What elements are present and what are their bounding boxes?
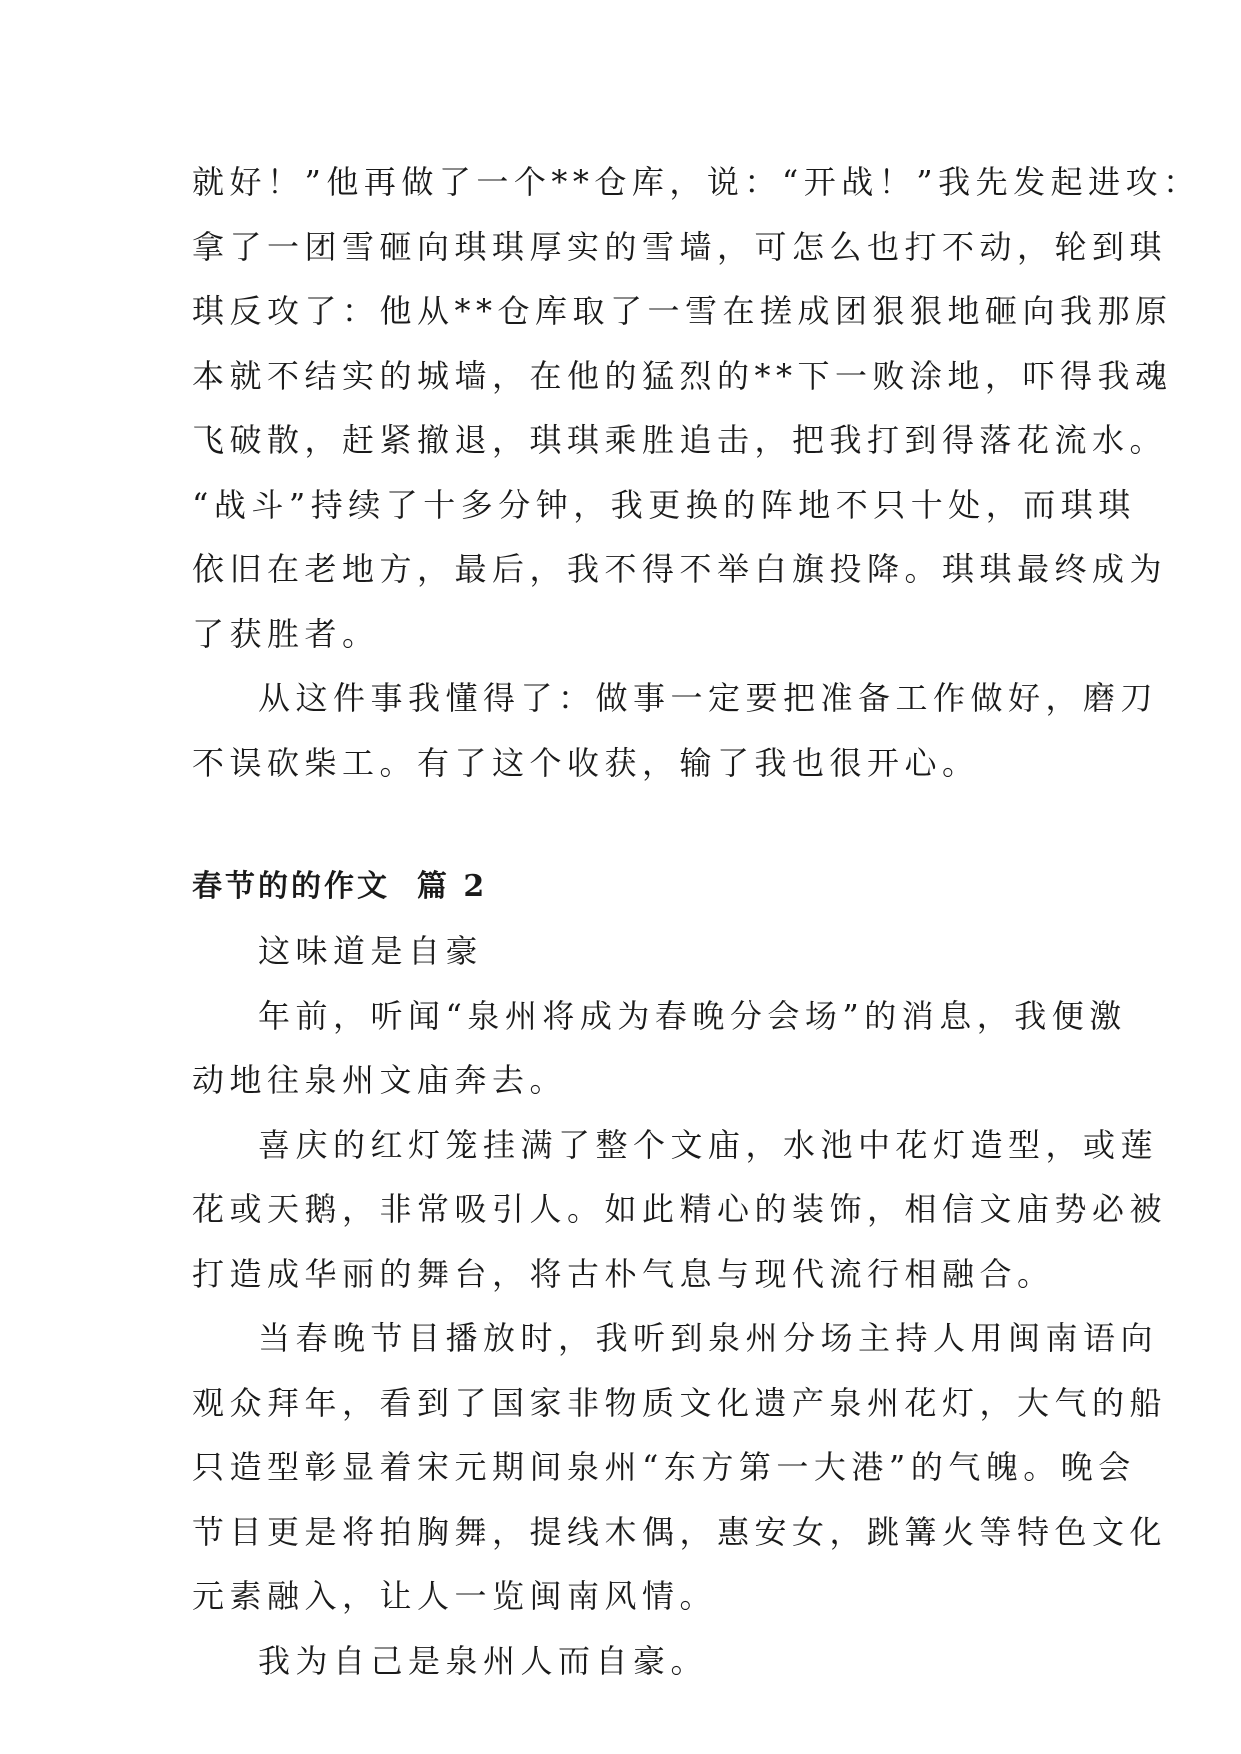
- text-line: 我为自己是泉州人而自豪。: [258, 1641, 709, 1680]
- text-line: 当春晚节目播放时，我听到泉州分场主持人用闽南语向: [258, 1319, 1159, 1357]
- text-line: 动地往泉州文庙奔去。: [192, 1061, 568, 1099]
- text-line: 元素融入，让人一览闽南风情。: [192, 1577, 718, 1615]
- text-line: 观众拜年，看到了国家非物质文化遗产泉州花灯，大气的船: [192, 1383, 1168, 1422]
- text-line: 这味道是自豪: [258, 932, 484, 970]
- text-line: 飞破散，赶紧撤退，琪琪乘胜追击，把我打到得落花流水。: [192, 421, 1168, 459]
- text-line: 琪反攻了：他从**仓库取了一雪在搓成团狠狠地砸向我那原: [192, 292, 1173, 330]
- paragraph: [192, 1629, 1052, 1694]
- section-1: [192, 150, 1201, 795]
- text-line: 只造型彰显着宋元期间泉州“东方第一大港”的气魄。晚会: [192, 1448, 1136, 1486]
- text-line: 不误砍柴工。有了这个收获，输了我也很开心。: [192, 743, 980, 782]
- text-line: 从这件事我懂得了：做事一定要把准备工作做好，磨刀: [258, 679, 1159, 717]
- section-gap: [192, 795, 1052, 855]
- section-heading: 春节的的作文 篇 2: [192, 869, 488, 904]
- paragraph: [192, 1306, 1168, 1629]
- text-line: “战斗”持续了十多分钟，我更换的阵地不只十处，而琪琪: [192, 485, 1136, 524]
- section-2: [192, 855, 1168, 1693]
- text-line: 花或天鹅，非常吸引人。如此精心的装饰，相信文庙势必被: [192, 1190, 1168, 1228]
- paragraph: [192, 984, 1127, 1113]
- text-line: 年前，听闻“泉州将成为春晚分会场”的消息，我便激: [258, 996, 1127, 1035]
- text-line: 拿了一团雪砸向琪琪厚实的雪墙，可怎么也打不动，轮到琪: [192, 227, 1168, 266]
- text-line: 喜庆的红灯笼挂满了整个文庙，水池中花灯造型，或莲: [258, 1125, 1159, 1164]
- text-line: 节目更是将拍胸舞，提线木偶，惠安女，跳篝火等特色文化: [192, 1512, 1168, 1551]
- paragraph: [192, 666, 1159, 795]
- text-line: 了获胜者。: [192, 614, 380, 653]
- text-line: 依旧在老地方，最后，我不得不举白旗投降。琪琪最终成为: [192, 550, 1168, 588]
- text-line: 打造成华丽的舞台，将古朴气息与现代流行相融合。: [192, 1254, 1055, 1293]
- text-line: 就好！”他再做了一个**仓库，说：“开战！”我先发起进攻：: [192, 163, 1201, 201]
- text-line: 本就不结实的城墙，在他的猛烈的**下一败涂地，吓得我魂: [192, 356, 1173, 395]
- paragraph: [192, 1113, 1168, 1307]
- paragraph: [192, 150, 1201, 666]
- document-page: [192, 150, 1201, 1693]
- paragraph-title: [192, 919, 1052, 984]
